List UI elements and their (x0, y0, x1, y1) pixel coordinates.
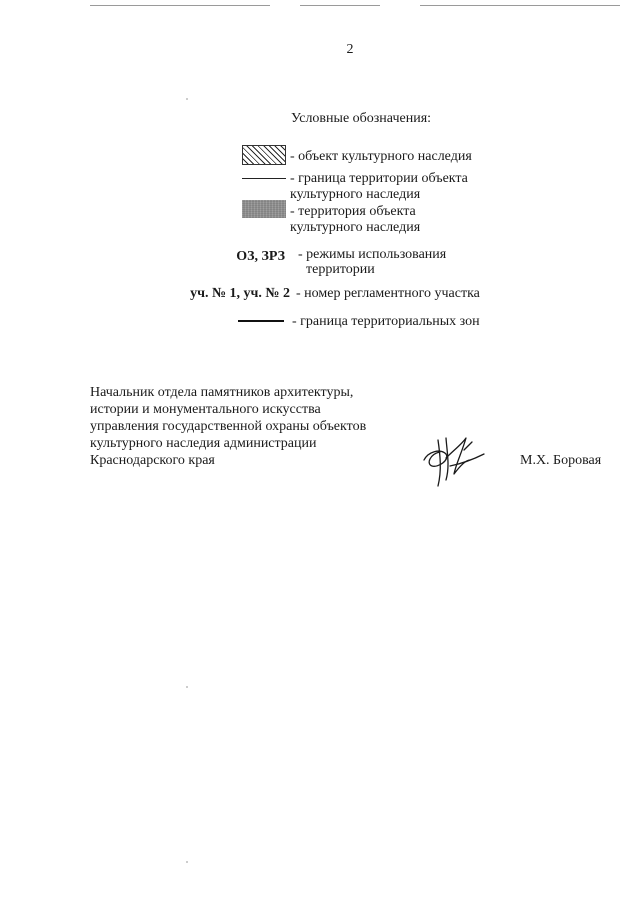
legend-heritage-object: - объект культурного наследия (290, 149, 472, 164)
legend-modes-code: ОЗ, ЗРЗ (236, 249, 285, 264)
legend-plots: - номер регламентного участка (296, 286, 480, 301)
signature-icon (420, 430, 490, 490)
legend-plots-code: уч. № 1, уч. № 2 (190, 286, 290, 301)
legend-title: Условные обозначения: (291, 111, 432, 126)
page-number: 2 (346, 42, 354, 57)
scan-edge-line (420, 5, 620, 6)
legend-zones-boundary: - граница территориальных зон (292, 314, 480, 329)
signatory-name: М.Х. Боровая (520, 453, 602, 468)
signatory-position-cont: истории и монументального искусства (90, 402, 321, 417)
legend-modes-cont: территории (306, 262, 375, 277)
signatory-position: Начальник отдела памятников архитектуры, (90, 385, 354, 400)
legend-territory: - территория объекта (290, 204, 416, 219)
scan-edge-line (300, 5, 380, 6)
territory-boundary-line-icon (242, 178, 286, 179)
scan-speck (186, 686, 188, 688)
territory-fill-icon (242, 200, 286, 218)
legend-territory-boundary: - граница территории объекта (290, 171, 468, 186)
signatory-position-cont: управления государственной охраны объектов (90, 419, 367, 434)
heritage-object-hatch-icon (242, 145, 286, 165)
signatory-position-cont: культурного наследия администрации (90, 436, 317, 451)
zones-boundary-line-icon (238, 320, 284, 322)
scan-speck (186, 861, 188, 863)
legend-modes: - режимы использования (298, 247, 447, 262)
scan-speck (186, 98, 188, 100)
legend-territory-boundary-cont: культурного наследия (290, 187, 421, 202)
signatory-position-cont: Краснодарского края (90, 453, 215, 468)
scan-edge-line (90, 5, 270, 6)
legend-territory-cont: культурного наследия (290, 220, 421, 235)
